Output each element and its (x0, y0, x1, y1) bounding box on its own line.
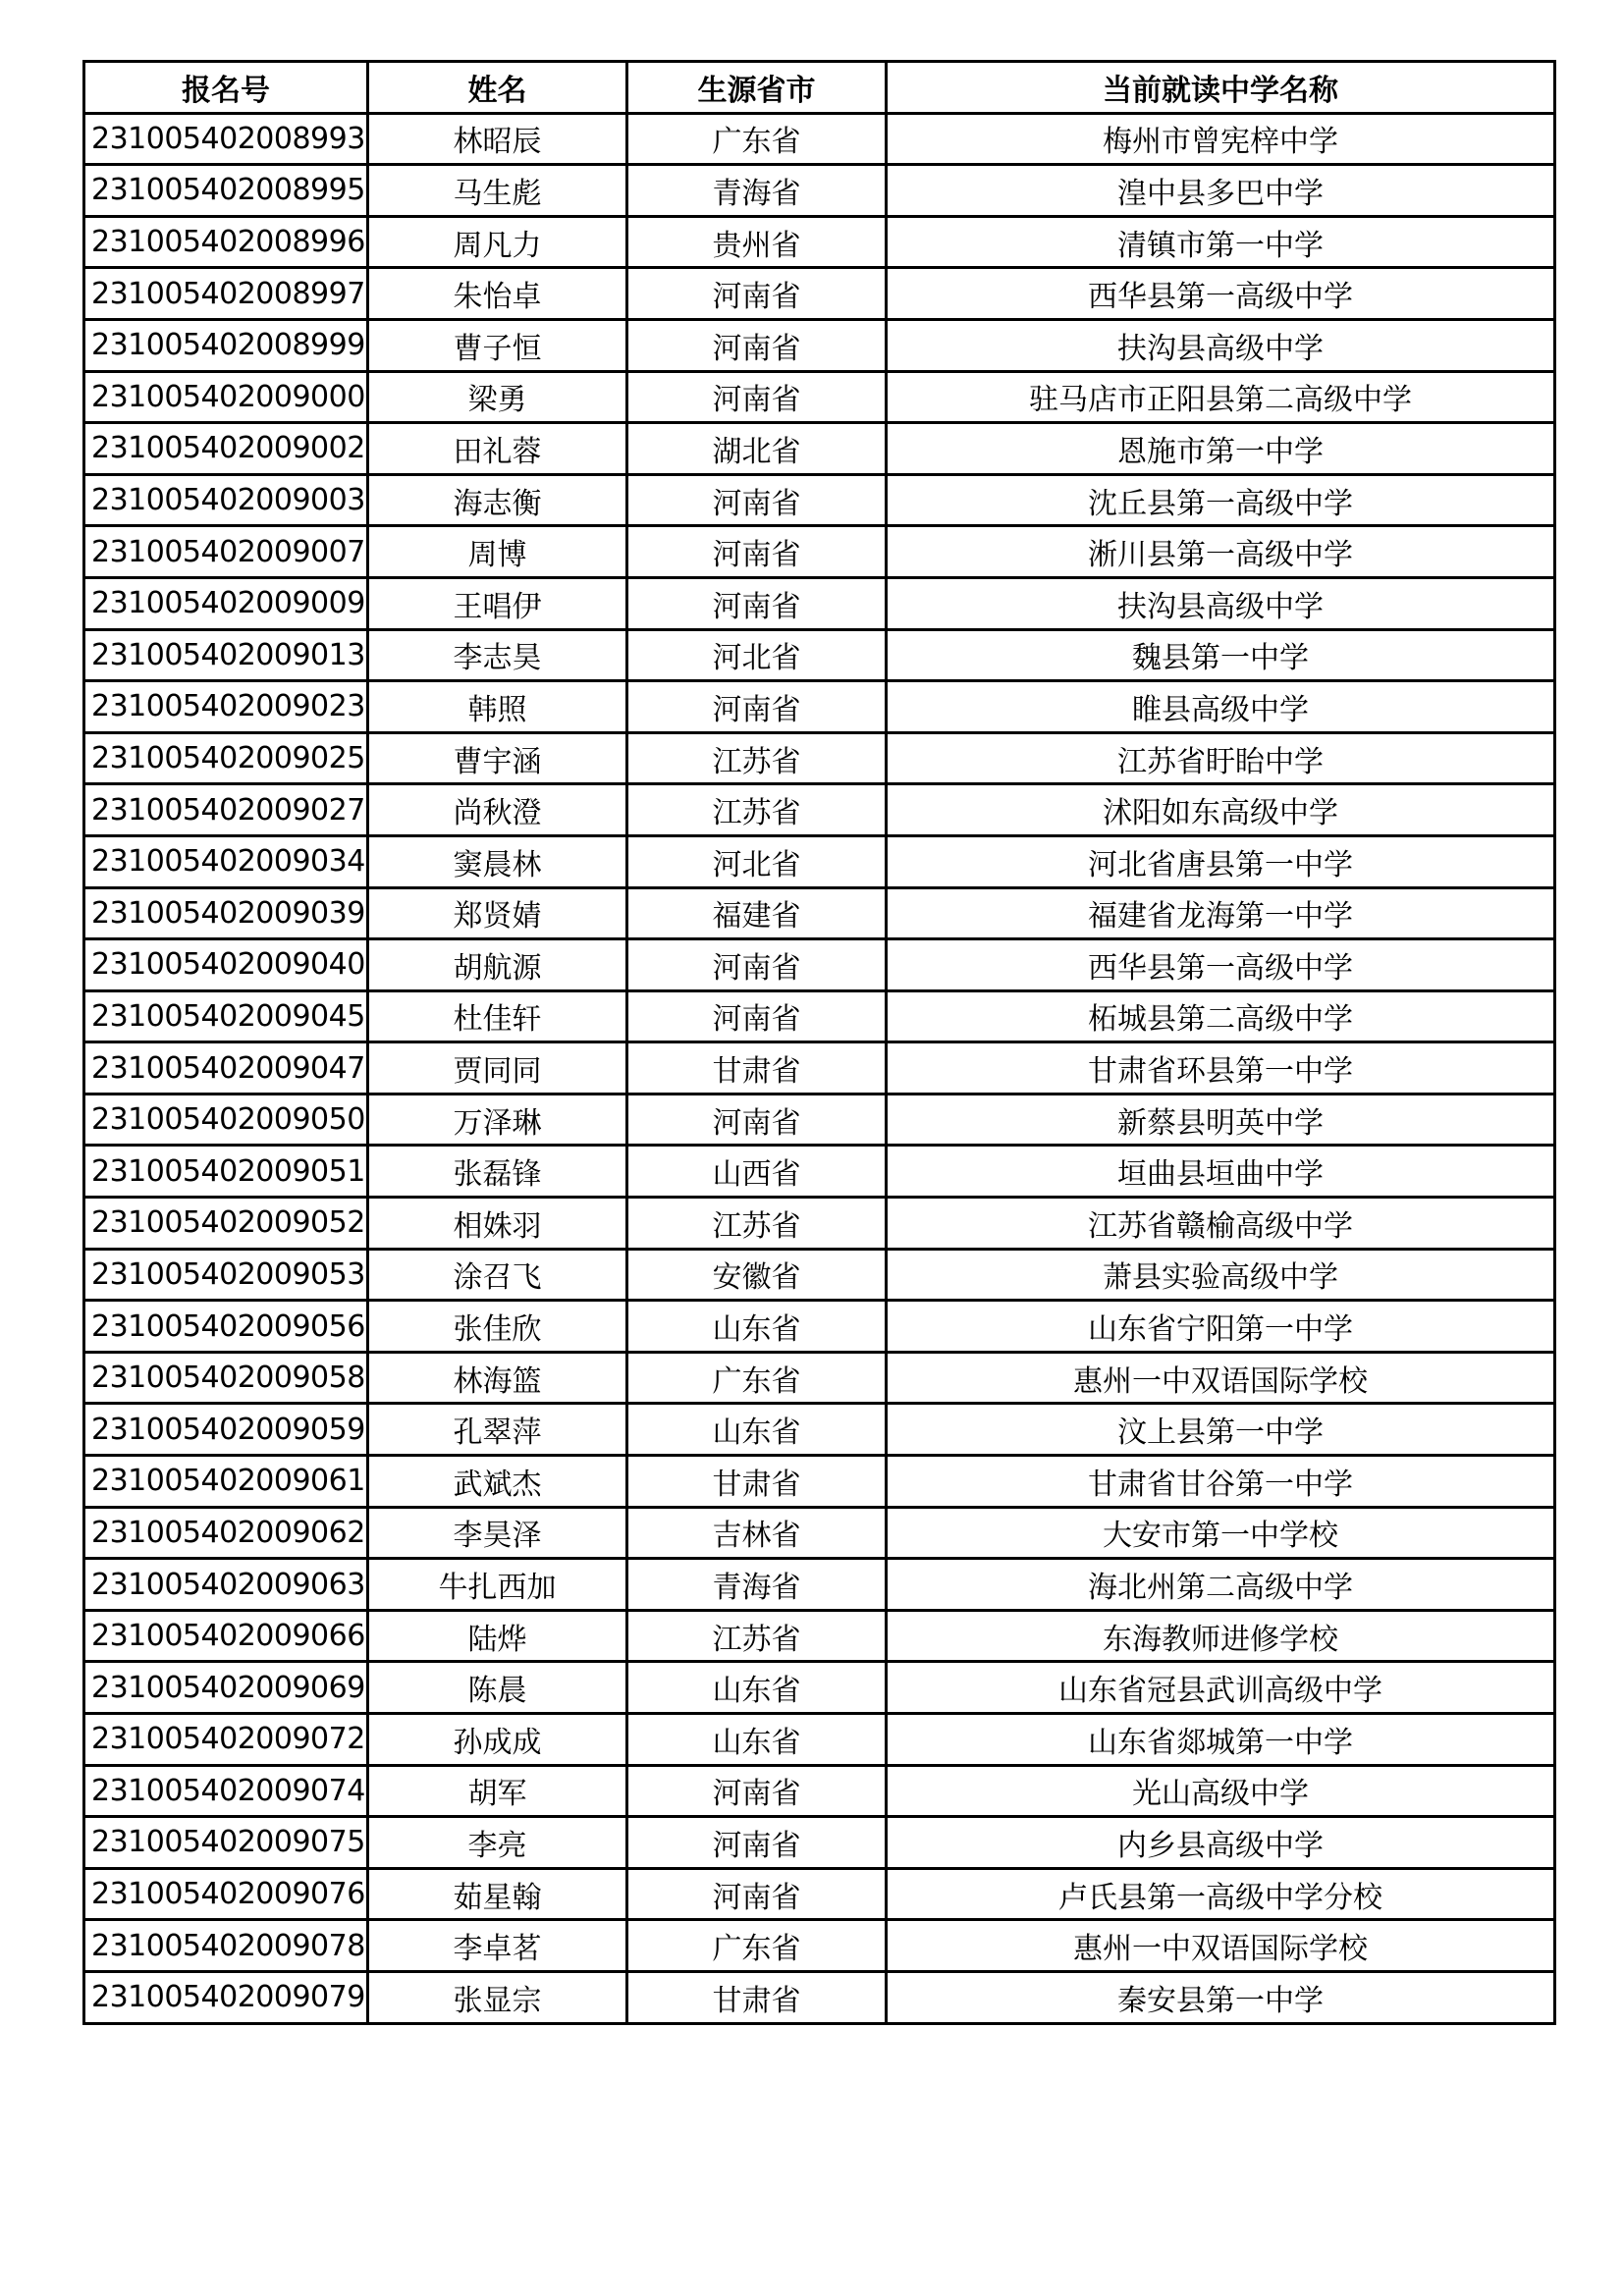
school-name-cell: 湟中县多巴中学 (887, 165, 1555, 217)
registration-number-cell: 231005402009013 (84, 629, 368, 681)
student-name-cell: 胡航源 (368, 939, 627, 991)
student-name-cell: 李卓茗 (368, 1920, 627, 1972)
province-cell: 广东省 (627, 1920, 887, 1972)
student-name-cell: 尚秋澄 (368, 784, 627, 836)
province-cell: 河北省 (627, 629, 887, 681)
table-row (84, 1714, 1555, 1766)
province-cell: 河南省 (627, 526, 887, 578)
table-body (84, 113, 1555, 2023)
registration-number-cell: 231005402009025 (84, 732, 368, 784)
student-name-cell: 张显宗 (368, 1971, 627, 2023)
student-name-cell: 张佳欣 (368, 1301, 627, 1353)
province-cell: 河南省 (627, 681, 887, 733)
registration-number-cell: 231005402008999 (84, 319, 368, 371)
registration-number-cell: 231005402008997 (84, 268, 368, 320)
student-name-cell: 窦晨林 (368, 835, 627, 887)
table-row (84, 1765, 1555, 1817)
registration-number-cell: 231005402009074 (84, 1765, 368, 1817)
registration-number-cell: 231005402009050 (84, 1094, 368, 1146)
school-name-cell: 惠州一中双语国际学校 (887, 1352, 1555, 1404)
student-name-cell: 李志昊 (368, 629, 627, 681)
registration-number-cell: 231005402009069 (84, 1662, 368, 1714)
registration-number-cell: 231005402009040 (84, 939, 368, 991)
school-name-cell: 甘肃省环县第一中学 (887, 1042, 1555, 1095)
province-cell: 吉林省 (627, 1507, 887, 1559)
student-name-cell: 涂召飞 (368, 1249, 627, 1301)
school-name-cell: 内乡县高级中学 (887, 1817, 1555, 1869)
registration-number-cell: 231005402009023 (84, 681, 368, 733)
province-cell: 福建省 (627, 887, 887, 939)
header-school: 当前就读中学名称 (887, 62, 1555, 114)
table-row (84, 371, 1555, 423)
province-cell: 山东省 (627, 1714, 887, 1766)
province-cell: 河南省 (627, 319, 887, 371)
school-name-cell: 汶上县第一中学 (887, 1404, 1555, 1456)
registration-number-cell: 231005402008993 (84, 113, 368, 165)
school-name-cell: 甘肃省甘谷第一中学 (887, 1456, 1555, 1508)
table-row (84, 990, 1555, 1042)
table-row (84, 1971, 1555, 2023)
province-cell: 河南省 (627, 1868, 887, 1920)
province-cell: 山东省 (627, 1404, 887, 1456)
registration-number-cell: 231005402009078 (84, 1920, 368, 1972)
school-name-cell: 卢氏县第一高级中学分校 (887, 1868, 1555, 1920)
province-cell: 江苏省 (627, 732, 887, 784)
header-province: 生源省市 (627, 62, 887, 114)
school-name-cell: 垣曲县垣曲中学 (887, 1146, 1555, 1198)
school-name-cell: 沭阳如东高级中学 (887, 784, 1555, 836)
table-row (84, 474, 1555, 526)
registration-number-cell: 231005402009051 (84, 1146, 368, 1198)
student-name-cell: 陈晨 (368, 1662, 627, 1714)
table-row (84, 1920, 1555, 1972)
school-name-cell: 扶沟县高级中学 (887, 319, 1555, 371)
province-cell: 安徽省 (627, 1249, 887, 1301)
table-row (84, 577, 1555, 629)
province-cell: 山西省 (627, 1146, 887, 1198)
student-name-cell: 梁勇 (368, 371, 627, 423)
school-name-cell: 扶沟县高级中学 (887, 577, 1555, 629)
registration-number-cell: 231005402009062 (84, 1507, 368, 1559)
school-name-cell: 河北省唐县第一中学 (887, 835, 1555, 887)
registration-number-cell: 231005402009003 (84, 474, 368, 526)
table-row (84, 319, 1555, 371)
registration-number-cell: 231005402009039 (84, 887, 368, 939)
student-name-cell: 朱怡卓 (368, 268, 627, 320)
province-cell: 河南省 (627, 1094, 887, 1146)
student-name-cell: 孔翠萍 (368, 1404, 627, 1456)
school-name-cell: 魏县第一中学 (887, 629, 1555, 681)
province-cell: 山东省 (627, 1662, 887, 1714)
header-row (84, 62, 1555, 114)
table-row (84, 681, 1555, 733)
student-name-cell: 林昭辰 (368, 113, 627, 165)
school-name-cell: 梅州市曾宪梓中学 (887, 113, 1555, 165)
province-cell: 山东省 (627, 1301, 887, 1353)
table-row (84, 1249, 1555, 1301)
student-name-cell: 李亮 (368, 1817, 627, 1869)
registration-number-cell: 231005402009045 (84, 990, 368, 1042)
student-name-cell: 张磊锋 (368, 1146, 627, 1198)
registration-number-cell: 231005402009076 (84, 1868, 368, 1920)
school-name-cell: 山东省冠县武训高级中学 (887, 1662, 1555, 1714)
table-row (84, 1352, 1555, 1404)
school-name-cell: 萧县实验高级中学 (887, 1249, 1555, 1301)
registration-number-cell: 231005402009063 (84, 1559, 368, 1611)
student-name-cell: 贾同同 (368, 1042, 627, 1095)
province-cell: 甘肃省 (627, 1456, 887, 1508)
registration-number-cell: 231005402009034 (84, 835, 368, 887)
school-name-cell: 东海教师进修学校 (887, 1610, 1555, 1662)
province-cell: 河南省 (627, 268, 887, 320)
student-name-cell: 曹子恒 (368, 319, 627, 371)
table-row (84, 835, 1555, 887)
header-name: 姓名 (368, 62, 627, 114)
school-name-cell: 惠州一中双语国际学校 (887, 1920, 1555, 1972)
student-name-cell: 胡军 (368, 1765, 627, 1817)
table-row (84, 423, 1555, 475)
student-name-cell: 王唱伊 (368, 577, 627, 629)
table-row (84, 216, 1555, 268)
school-name-cell: 恩施市第一中学 (887, 423, 1555, 475)
province-cell: 广东省 (627, 1352, 887, 1404)
table-row (84, 1610, 1555, 1662)
student-name-cell: 马生彪 (368, 165, 627, 217)
registration-number-cell: 231005402008995 (84, 165, 368, 217)
province-cell: 河南省 (627, 939, 887, 991)
registration-number-cell: 231005402009061 (84, 1456, 368, 1508)
table-row (84, 1042, 1555, 1095)
province-cell: 湖北省 (627, 423, 887, 475)
province-cell: 河北省 (627, 835, 887, 887)
registration-number-cell: 231005402009047 (84, 1042, 368, 1095)
header-registration-number: 报名号 (84, 62, 368, 114)
table-row (84, 1094, 1555, 1146)
student-name-cell: 陆烨 (368, 1610, 627, 1662)
registration-number-cell: 231005402009072 (84, 1714, 368, 1766)
table-row (84, 1817, 1555, 1869)
student-name-cell: 海志衡 (368, 474, 627, 526)
province-cell: 河南省 (627, 371, 887, 423)
registration-number-cell: 231005402009079 (84, 1971, 368, 2023)
province-cell: 江苏省 (627, 1198, 887, 1250)
school-name-cell: 淅川县第一高级中学 (887, 526, 1555, 578)
student-name-cell: 孙成成 (368, 1714, 627, 1766)
student-name-cell: 万泽琳 (368, 1094, 627, 1146)
province-cell: 贵州省 (627, 216, 887, 268)
school-name-cell: 江苏省赣榆高级中学 (887, 1198, 1555, 1250)
student-name-cell: 韩照 (368, 681, 627, 733)
registration-number-cell: 231005402009053 (84, 1249, 368, 1301)
province-cell: 河南省 (627, 577, 887, 629)
student-name-cell: 李昊泽 (368, 1507, 627, 1559)
school-name-cell: 沈丘县第一高级中学 (887, 474, 1555, 526)
school-name-cell: 光山高级中学 (887, 1765, 1555, 1817)
student-name-cell: 周凡力 (368, 216, 627, 268)
table-row (84, 113, 1555, 165)
table-row (84, 732, 1555, 784)
province-cell: 甘肃省 (627, 1042, 887, 1095)
province-cell: 江苏省 (627, 784, 887, 836)
province-cell: 广东省 (627, 113, 887, 165)
student-name-cell: 曹宇涵 (368, 732, 627, 784)
table-row (84, 1456, 1555, 1508)
student-name-cell: 武斌杰 (368, 1456, 627, 1508)
registration-number-cell: 231005402009000 (84, 371, 368, 423)
student-name-cell: 田礼蓉 (368, 423, 627, 475)
province-cell: 甘肃省 (627, 1971, 887, 2023)
table-row (84, 1301, 1555, 1353)
table-row (84, 629, 1555, 681)
province-cell: 河南省 (627, 990, 887, 1042)
school-name-cell: 秦安县第一中学 (887, 1971, 1555, 2023)
school-name-cell: 海北州第二高级中学 (887, 1559, 1555, 1611)
province-cell: 青海省 (627, 1559, 887, 1611)
document-table-container (82, 60, 1556, 2025)
table-header (84, 62, 1555, 114)
registration-number-cell: 231005402009007 (84, 526, 368, 578)
province-cell: 河南省 (627, 1765, 887, 1817)
registration-number-cell: 231005402009002 (84, 423, 368, 475)
table-row (84, 1507, 1555, 1559)
registration-number-cell: 231005402009066 (84, 1610, 368, 1662)
student-name-cell: 杜佳轩 (368, 990, 627, 1042)
school-name-cell: 大安市第一中学校 (887, 1507, 1555, 1559)
table-row (84, 1662, 1555, 1714)
student-list-table (82, 60, 1556, 2025)
registration-number-cell: 231005402009059 (84, 1404, 368, 1456)
school-name-cell: 新蔡县明英中学 (887, 1094, 1555, 1146)
registration-number-cell: 231005402008996 (84, 216, 368, 268)
school-name-cell: 山东省郯城第一中学 (887, 1714, 1555, 1766)
province-cell: 河南省 (627, 474, 887, 526)
table-row (84, 165, 1555, 217)
table-row (84, 1404, 1555, 1456)
school-name-cell: 西华县第一高级中学 (887, 939, 1555, 991)
province-cell: 河南省 (627, 1817, 887, 1869)
student-name-cell: 牛扎西加 (368, 1559, 627, 1611)
table-row (84, 1146, 1555, 1198)
table-row (84, 784, 1555, 836)
table-row (84, 268, 1555, 320)
registration-number-cell: 231005402009009 (84, 577, 368, 629)
student-name-cell: 林海篮 (368, 1352, 627, 1404)
province-cell: 江苏省 (627, 1610, 887, 1662)
table-row (84, 887, 1555, 939)
student-name-cell: 郑贤婧 (368, 887, 627, 939)
school-name-cell: 福建省龙海第一中学 (887, 887, 1555, 939)
table-row (84, 939, 1555, 991)
table-row (84, 1559, 1555, 1611)
registration-number-cell: 231005402009075 (84, 1817, 368, 1869)
table-row (84, 526, 1555, 578)
table-row (84, 1868, 1555, 1920)
registration-number-cell: 231005402009052 (84, 1198, 368, 1250)
registration-number-cell: 231005402009058 (84, 1352, 368, 1404)
student-name-cell: 周博 (368, 526, 627, 578)
school-name-cell: 山东省宁阳第一中学 (887, 1301, 1555, 1353)
registration-number-cell: 231005402009056 (84, 1301, 368, 1353)
school-name-cell: 清镇市第一中学 (887, 216, 1555, 268)
school-name-cell: 柘城县第二高级中学 (887, 990, 1555, 1042)
student-name-cell: 相姝羽 (368, 1198, 627, 1250)
school-name-cell: 西华县第一高级中学 (887, 268, 1555, 320)
school-name-cell: 睢县高级中学 (887, 681, 1555, 733)
registration-number-cell: 231005402009027 (84, 784, 368, 836)
school-name-cell: 驻马店市正阳县第二高级中学 (887, 371, 1555, 423)
school-name-cell: 江苏省盱眙中学 (887, 732, 1555, 784)
student-name-cell: 茹星翰 (368, 1868, 627, 1920)
table-row (84, 1198, 1555, 1250)
province-cell: 青海省 (627, 165, 887, 217)
